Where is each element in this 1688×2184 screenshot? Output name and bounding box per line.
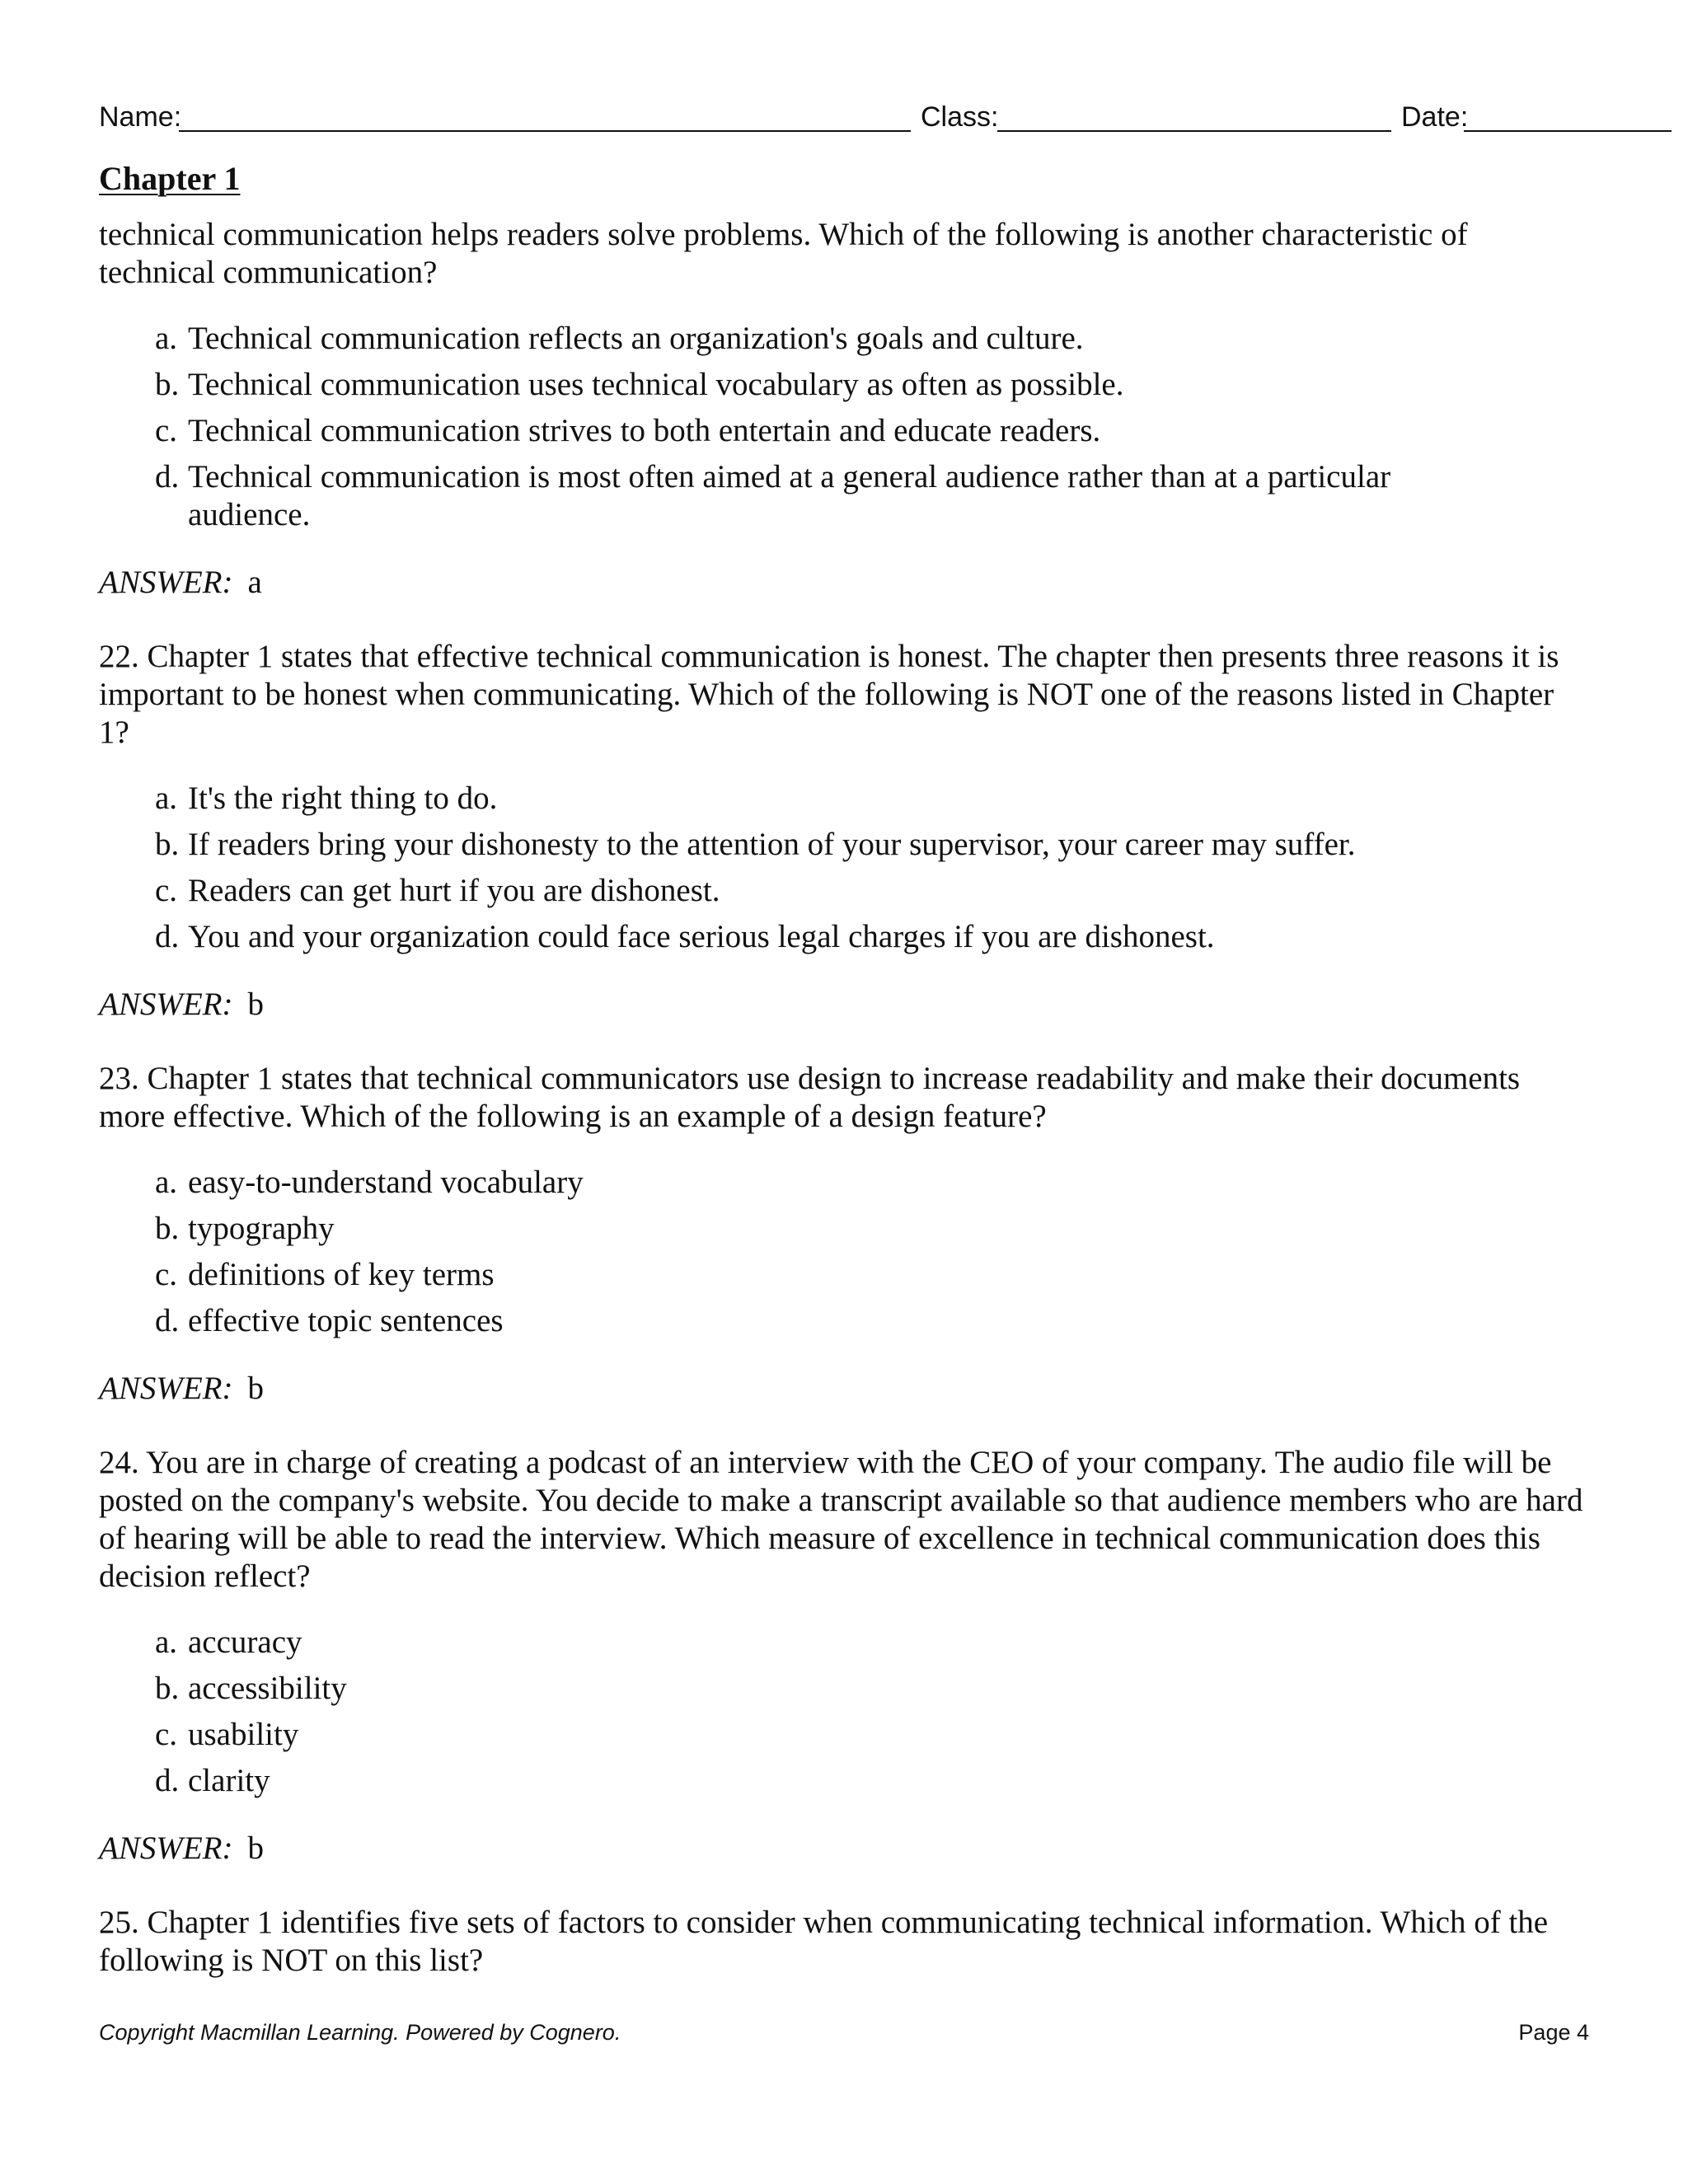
choice-a bbox=[99, 780, 1589, 818]
chapter-title: Chapter 1 bbox=[99, 160, 241, 197]
choice-text: If readers bring your dishonesty to the attention of your supervisor, your career may suffer. bbox=[188, 827, 1356, 862]
choice-text: easy-to-understand vocabulary bbox=[188, 1165, 584, 1200]
choice-letter: a. bbox=[155, 1624, 178, 1660]
choice-b bbox=[99, 1670, 1589, 1708]
answer-label: ANSWER: bbox=[99, 1830, 233, 1866]
choice-text: accuracy bbox=[188, 1624, 302, 1660]
question-24 bbox=[99, 1444, 1589, 1868]
choice-letter: a. bbox=[155, 321, 178, 356]
question-stem: 25. Chapter 1 identifies five sets of factors to consider when communicating technical information. Which of the following is NOT on this list? bbox=[99, 1905, 1549, 1978]
choice-b bbox=[99, 366, 1589, 404]
choice-letter: b. bbox=[155, 1671, 180, 1706]
choice-letter: b. bbox=[155, 1211, 180, 1246]
choice-c bbox=[99, 1716, 1589, 1754]
choice-text: You and your organization could face serious legal charges if you are dishonest. bbox=[188, 919, 1215, 954]
date-label: Date: bbox=[1401, 101, 1469, 133]
question-stem: 22. Chapter 1 states that effective technical communication is honest. The chapter then presents three reasons it is important to be honest when communicating. Which of the following is NOT one of the reasons listed in Chapter 1? bbox=[99, 639, 1559, 750]
choice-a bbox=[99, 320, 1589, 358]
choice-c bbox=[99, 412, 1589, 450]
answer-choices bbox=[99, 780, 1589, 956]
choice-b bbox=[99, 826, 1589, 864]
question-stem: technical communication helps readers solve problems. Which of the following is another characteristic of technical communication? bbox=[99, 217, 1468, 290]
choice-text: Technical communication reflects an organization's goals and culture. bbox=[188, 321, 1084, 356]
choice-letter: d. bbox=[155, 919, 180, 954]
class-blank-line bbox=[997, 130, 1391, 132]
choice-text: clarity bbox=[188, 1763, 270, 1798]
answer-choices bbox=[99, 320, 1589, 534]
answer-choices bbox=[99, 1624, 1589, 1800]
answer-line bbox=[99, 564, 1589, 602]
choice-c bbox=[99, 1256, 1589, 1294]
name-label: Name: bbox=[99, 101, 182, 133]
choice-letter: d. bbox=[155, 1303, 180, 1338]
choice-letter: b. bbox=[155, 367, 180, 402]
answer-value: b bbox=[247, 1371, 264, 1406]
choice-a bbox=[99, 1624, 1589, 1661]
question-21-continued bbox=[99, 216, 1589, 602]
choice-text: definitions of key terms bbox=[188, 1257, 495, 1292]
choice-d bbox=[99, 918, 1589, 956]
choice-text: usability bbox=[188, 1717, 299, 1752]
choice-letter: a. bbox=[155, 1165, 178, 1200]
answer-choices bbox=[99, 1164, 1589, 1340]
choice-text: It's the right thing to do. bbox=[188, 780, 498, 816]
choice-c bbox=[99, 872, 1589, 910]
choice-letter: c. bbox=[155, 1717, 178, 1752]
choice-letter: c. bbox=[155, 873, 178, 908]
choice-letter: c. bbox=[155, 413, 178, 448]
choice-d bbox=[99, 458, 1589, 534]
student-info-header bbox=[99, 97, 1589, 137]
question-23 bbox=[99, 1060, 1589, 1408]
question-22 bbox=[99, 638, 1589, 1024]
answer-label: ANSWER: bbox=[99, 1371, 233, 1406]
question-stem: 23. Chapter 1 states that technical communicators use design to increase readability and make their documents more effective. Which of the following is an example of a design feature? bbox=[99, 1061, 1521, 1134]
answer-label: ANSWER: bbox=[99, 987, 233, 1022]
question-stem: 24. You are in charge of creating a podcast of an interview with the CEO of your company. The audio file will be posted on the company's website. You decide to make a transcript available so that audience members who are hard of hearing will be able to read the interview. Which measure of excellence in technical communication does this decision reflect? bbox=[99, 1445, 1583, 1594]
choice-letter: d. bbox=[155, 459, 180, 494]
choice-text: Technical communication uses technical vocabulary as often as possible. bbox=[188, 367, 1124, 402]
choice-text: Readers can get hurt if you are dishonest. bbox=[188, 873, 720, 908]
choice-letter: a. bbox=[155, 780, 178, 816]
answer-value: a bbox=[247, 565, 262, 600]
question-25 bbox=[99, 1904, 1589, 1980]
choice-text: effective topic sentences bbox=[188, 1303, 504, 1338]
choice-d bbox=[99, 1762, 1589, 1800]
answer-value: b bbox=[247, 987, 264, 1022]
answer-label: ANSWER: bbox=[99, 565, 233, 600]
choice-letter: b. bbox=[155, 827, 180, 862]
answer-value: b bbox=[247, 1830, 264, 1866]
choice-d bbox=[99, 1302, 1589, 1340]
copyright-notice: Copyright Macmillan Learning. Powered by Cognero. bbox=[99, 2020, 621, 2045]
question-content bbox=[99, 216, 1589, 1980]
answer-line bbox=[99, 1830, 1589, 1868]
choice-text: accessibility bbox=[188, 1671, 347, 1706]
choice-a bbox=[99, 1164, 1589, 1202]
choice-letter: c. bbox=[155, 1257, 178, 1292]
choice-text: typography bbox=[188, 1211, 335, 1246]
name-blank-line bbox=[179, 130, 911, 132]
choice-text: Technical communication is most often aimed at a general audience rather than at a particular audience. bbox=[188, 459, 1391, 532]
answer-line bbox=[99, 986, 1589, 1024]
answer-line bbox=[99, 1370, 1589, 1408]
choice-letter: d. bbox=[155, 1763, 180, 1798]
class-label: Class: bbox=[921, 101, 999, 133]
choice-b bbox=[99, 1210, 1589, 1248]
choice-text: Technical communication strives to both entertain and educate readers. bbox=[188, 413, 1101, 448]
date-blank-line bbox=[1464, 130, 1672, 132]
page-number: Page 4 bbox=[1518, 2020, 1589, 2045]
